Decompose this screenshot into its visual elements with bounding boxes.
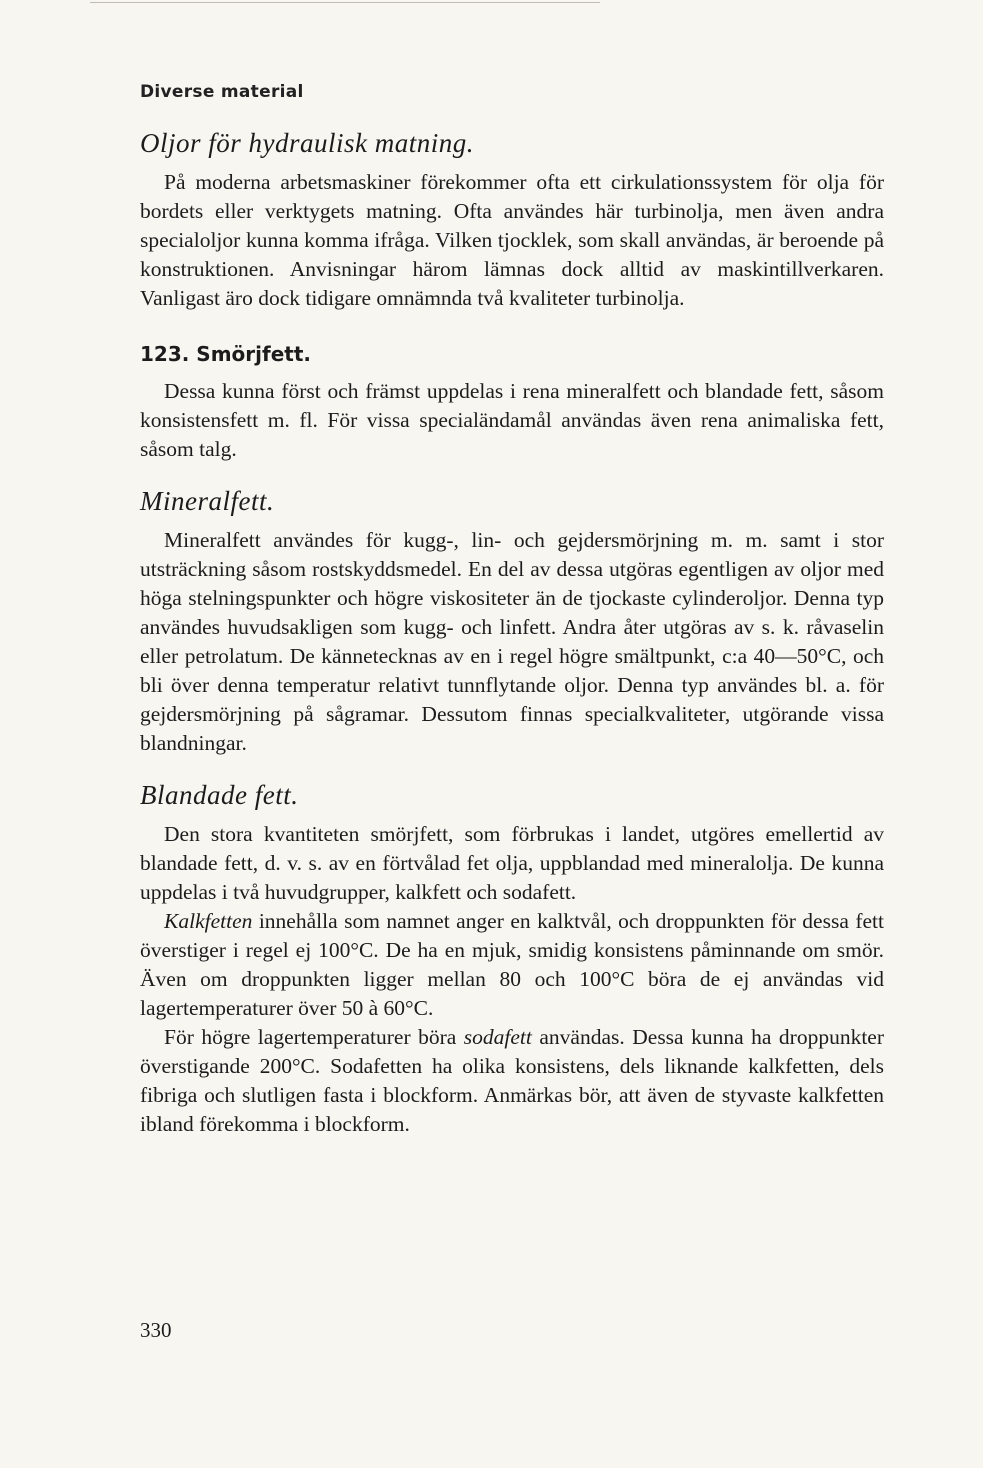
page-body bbox=[140, 126, 884, 1139]
paragraph-kalkfetten bbox=[140, 907, 884, 1023]
kalkfetten-text: innehålla som namnet anger en kalktvål, och droppunkten för dessa fett överstiger i regel ej 100°C. De ha en mjuk, smidig konsistens påminnande om smör. Även om droppunkten ligger mellan 80 och 100°C böra de ej användas vid lagertemperaturer över 50 à 60°C. bbox=[140, 909, 884, 1020]
heading-smorjfett: 123. Smörjfett. bbox=[140, 342, 311, 366]
sodafett-text: användas. Dessa kunna ha droppunkter överstigande 200°C. Sodafetten ha olika konsistens, dels liknande kalkfetten, dels fibriga och slutligen fasta i blockform. Anmärkas bör, att även de styvaste kalkfetten ibland förekomma i blockform. bbox=[140, 1025, 885, 1136]
paragraph-smorjfett: Dessa kunna först och främst uppdelas i rena mineralfett och blandade fett, såsom konsistensfett m. fl. För vissa specialändamål användas även rena animaliska fett, såsom talg. bbox=[140, 379, 884, 461]
heading-oljor: Oljor för hydraulisk matning. bbox=[140, 128, 475, 158]
running-header: Diverse material bbox=[140, 82, 304, 102]
top-rule bbox=[90, 2, 600, 3]
heading-mineralfett: Mineralfett. bbox=[140, 486, 275, 516]
sodafett-intro: För högre lagertemperaturer böra bbox=[164, 1025, 464, 1049]
heading-blandade-fett: Blandade fett. bbox=[140, 780, 299, 810]
paragraph-sodafett bbox=[140, 1023, 884, 1139]
paragraph-oljor: På moderna arbetsmaskiner förekommer ofta ett cirkulationssystem för olja för bordets eller verktygets matning. Ofta användes här turbinolja, men även andra specialoljor kunna komma ifråga. Vilken tjocklek, som skall användas, är beroende på konstruktionen. Anvisningar härom lämnas dock alltid av maskintillverkaren. Vanligast äro dock tidigare omnämnda två kvaliteter turbinolja. bbox=[140, 170, 884, 310]
paragraph-mineralfett: Mineralfett användes för kugg-, lin- och gejdersmörjning m. m. samt i stor utsträckning såsom rostskyddsmedel. En del av dessa utgöras egentligen av oljor med höga stelningspunkter och högre viskositeter än de tjockaste cylinderoljor. Denna typ användes huvudsakligen som kugg- och linfett. Andra åter utgöras av s. k. råvaselin eller petrolatum. De kännetecknas av en i regel högre smältpunkt, c:a 40—50°C, och bli över denna temperatur relativt tunnflytande oljor. Denna typ användes bl. a. för gejdersmörjning på sågramar. Dessutom finnas specialkvaliteter, utgörande vissa blandningar. bbox=[140, 528, 884, 755]
term-sodafett: sodafett bbox=[463, 1025, 532, 1049]
page-number: 330 bbox=[140, 1318, 172, 1342]
term-kalkfetten: Kalkfetten bbox=[164, 909, 253, 933]
paragraph-blandade-1: Den stora kvantiteten smörjfett, som förbrukas i landet, utgöres emellertid av blandade fett, d. v. s. av en förtvålad fet olja, uppblandad med mineralolja. De kunna uppdelas i två huvudgrupper, kalkfett och sodafett. bbox=[140, 822, 884, 904]
